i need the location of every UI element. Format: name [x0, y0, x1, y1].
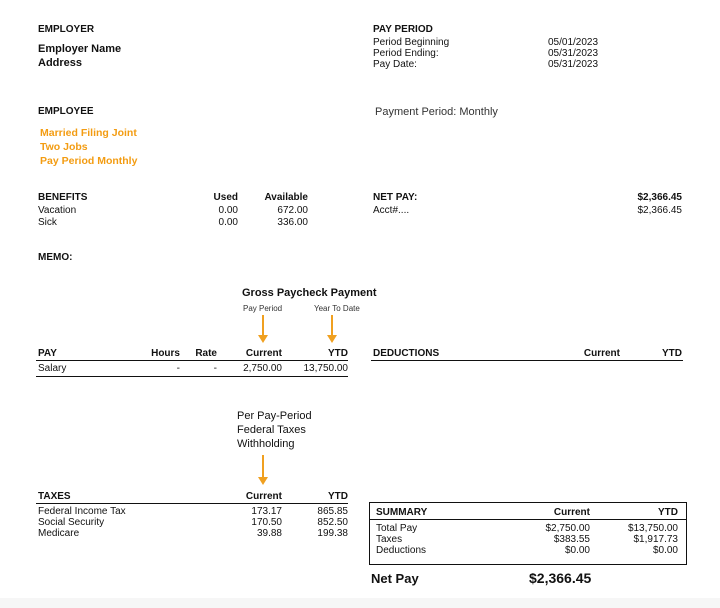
- employer-heading: EMPLOYER: [38, 24, 95, 35]
- pay-period-arrow-icon: [258, 335, 268, 343]
- pay-period-annotation: Pay Period: [243, 304, 283, 313]
- benefit-available: 336.00: [277, 217, 308, 228]
- period-beginning-label: Period Beginning: [373, 37, 450, 48]
- pay-row-current: 2,750.00: [243, 363, 282, 374]
- federal-taxes-annotation: Federal Taxes: [237, 424, 306, 436]
- tax-row-ytd: 199.38: [317, 528, 348, 539]
- per-pay-period-annotation: Per Pay-Period: [237, 410, 312, 422]
- tax-row-current: 39.88: [256, 528, 282, 539]
- pay-header-rule: [36, 360, 348, 361]
- pay-row-rate: -: [213, 363, 217, 374]
- summary-ytd-header: YTD: [658, 507, 678, 518]
- summary-row-current: $383.55: [553, 534, 590, 545]
- period-beginning-value: 05/01/2023: [548, 37, 599, 48]
- benefit-name: Sick: [38, 217, 57, 228]
- pay-row-ytd: 13,750.00: [303, 363, 348, 374]
- gross-paycheck-title: Gross Paycheck Payment: [242, 287, 377, 299]
- memo-label: MEMO:: [38, 252, 73, 263]
- tax-row-ytd: 852.50: [317, 517, 348, 528]
- summary-row-ytd: $0.00: [652, 545, 678, 556]
- withholding-annotation: Withholding: [237, 438, 295, 450]
- pay-row-hours: -: [176, 363, 180, 374]
- pay-row-name: Salary: [38, 363, 67, 374]
- taxes-header-rule: [36, 503, 348, 504]
- taxes-header-label: TAXES: [38, 491, 71, 502]
- benefit-used: 0.00: [218, 205, 238, 216]
- tax-row-ytd: 865.85: [317, 506, 348, 517]
- deductions-current-header: Current: [583, 348, 620, 359]
- tax-row-current: 173.17: [251, 506, 282, 517]
- benefit-name: Vacation: [38, 205, 77, 216]
- taxes-arrow-icon: [258, 477, 268, 485]
- employee-note-filing: Married Filing Joint: [40, 127, 137, 139]
- net-pay-value: $2,366.45: [529, 570, 592, 586]
- taxes-current-header: Current: [245, 491, 282, 502]
- pay-period-heading: PAY PERIOD: [373, 24, 433, 35]
- benefit-used: 0.00: [218, 217, 238, 228]
- summary-header-rule: [370, 519, 686, 520]
- ytd-annotation: Year To Date: [314, 304, 360, 313]
- tax-row-name: Medicare: [38, 528, 80, 539]
- page-footer-strip: [0, 598, 720, 608]
- deductions-ytd-header: YTD: [662, 348, 682, 359]
- benefits-heading: BENEFITS: [38, 192, 88, 203]
- net-pay-label: Net Pay: [371, 571, 419, 586]
- summary-current-header: Current: [553, 507, 590, 518]
- employer-address: Address: [38, 57, 83, 69]
- summary-header-label: SUMMARY: [376, 507, 428, 518]
- summary-row-ytd: $13,750.00: [627, 523, 678, 534]
- pay-period-arrow-shaft: [262, 315, 264, 335]
- summary-row-name: Total Pay: [376, 523, 418, 534]
- taxes-ytd-header: YTD: [328, 491, 348, 502]
- pay-hours-header: Hours: [151, 348, 180, 359]
- tax-row-name: Federal Income Tax: [38, 506, 126, 517]
- benefit-available: 672.00: [277, 205, 308, 216]
- deductions-header-label: DEDUCTIONS: [373, 348, 440, 359]
- net-pay-heading-value: $2,366.45: [637, 192, 682, 203]
- summary-row-name: Taxes: [376, 534, 403, 545]
- summary-row-name: Deductions: [376, 545, 427, 556]
- ytd-arrow-shaft: [331, 315, 333, 335]
- net-pay-heading: NET PAY:: [373, 192, 418, 203]
- pay-ytd-header: YTD: [328, 348, 348, 359]
- pay-header-label: PAY: [38, 348, 57, 359]
- summary-row-ytd: $1,917.73: [633, 534, 678, 545]
- period-ending-label: Period Ending:: [373, 48, 439, 59]
- employer-name: Employer Name: [38, 43, 122, 55]
- employee-heading: EMPLOYEE: [38, 106, 94, 117]
- account-label: Acct#....: [373, 205, 410, 216]
- period-ending-value: 05/31/2023: [548, 48, 599, 59]
- ytd-arrow-icon: [327, 335, 337, 343]
- payment-period: Payment Period: Monthly: [375, 106, 498, 118]
- tax-row-current: 170.50: [251, 517, 282, 528]
- employee-note-period: Pay Period Monthly: [40, 155, 138, 167]
- pay-date-label: Pay Date:: [373, 59, 417, 70]
- pay-rate-header: Rate: [195, 348, 217, 359]
- employee-note-jobs: Two Jobs: [40, 141, 88, 153]
- summary-row-current: $0.00: [564, 545, 590, 556]
- pay-footer-rule: [36, 376, 348, 377]
- taxes-arrow-shaft: [262, 455, 264, 477]
- pay-date-value: 05/31/2023: [548, 59, 599, 70]
- deductions-header-rule: [371, 360, 683, 361]
- summary-box: [369, 502, 687, 565]
- summary-row-current: $2,750.00: [545, 523, 590, 534]
- account-value: $2,366.45: [637, 205, 682, 216]
- benefits-available-header: Available: [264, 192, 308, 203]
- tax-row-name: Social Security: [38, 517, 105, 528]
- benefits-used-header: Used: [213, 192, 238, 203]
- pay-current-header: Current: [245, 348, 282, 359]
